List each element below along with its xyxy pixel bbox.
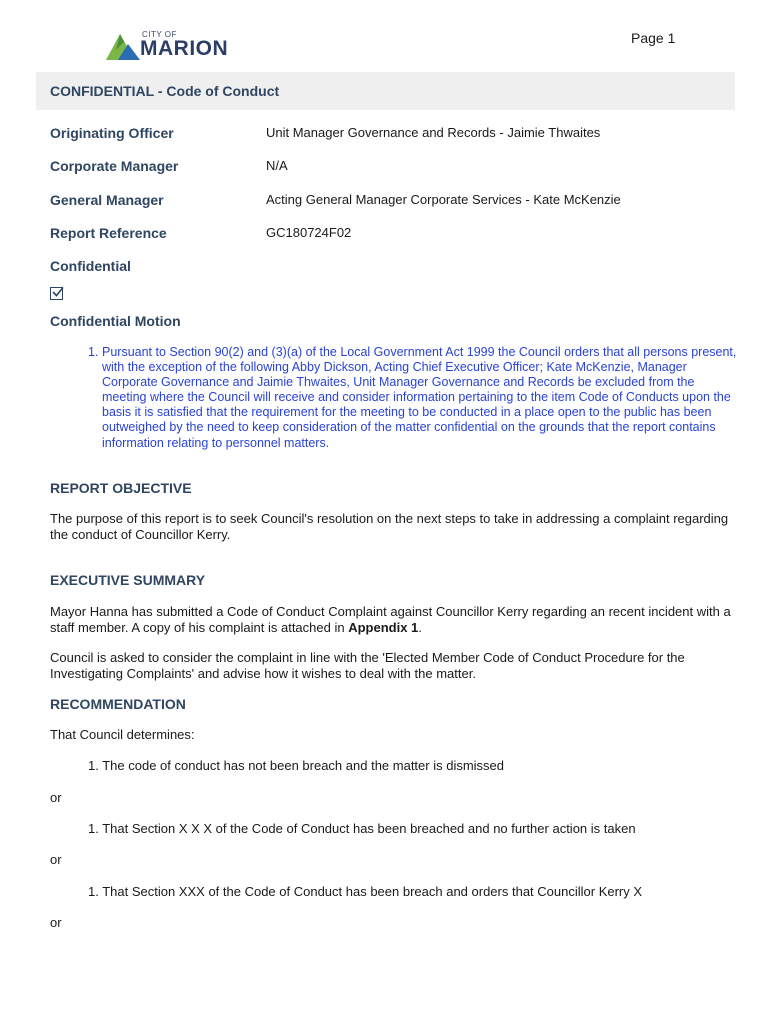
page-number: Page 1 (631, 30, 676, 46)
confidential-motion-heading: Confidential Motion (50, 313, 181, 329)
checkmark-icon (52, 286, 64, 298)
executive-summary-text-end: . (418, 619, 422, 635)
motion-number: 1. (88, 345, 99, 359)
general-manager-label: General Manager (50, 192, 164, 208)
recommendation-option-1: 1. The code of conduct has not been breach and the matter is dismissed (88, 758, 505, 773)
or-separator-3: or (50, 915, 62, 930)
logo-city-text: CITY OF (142, 30, 177, 39)
corporate-manager-label: Corporate Manager (50, 158, 179, 174)
confidential-checkbox[interactable] (50, 287, 63, 300)
report-objective-text: The purpose of this report is to seek Council's resolution on the next steps to take in addressing a complaint regarding the conduct of Councillor Kerry. (50, 511, 729, 542)
appendix-reference: Appendix 1 (348, 619, 419, 635)
confidential-motion-item (88, 345, 740, 451)
report-reference-value: GC180724F02 (266, 225, 352, 240)
recommendation-intro: That Council determines: (50, 727, 195, 742)
general-manager-value: Acting General Manager Corporate Services - Kate McKenzie (266, 192, 621, 207)
report-objective-heading: REPORT OBJECTIVE (50, 480, 192, 496)
originating-officer-value: Unit Manager Governance and Records - Jaimie Thwaites (266, 125, 601, 140)
executive-summary-paragraph-2: Council is asked to consider the complaint in line with the 'Elected Member Code of Conduct Procedure for the Investigating Complaints' and advise how it wishes to deal with the matter. (50, 650, 685, 681)
recommendation-option-3: 1. That Section XXX of the Code of Conduct has been breach and orders that Councillor Kerry X (88, 884, 643, 899)
document-title: CONFIDENTIAL - Code of Conduct (50, 83, 280, 99)
logo-name-text: MARION (140, 37, 229, 60)
confidential-label: Confidential (50, 258, 131, 274)
or-separator-2: or (50, 852, 62, 867)
corporate-manager-value: N/A (266, 158, 288, 173)
city-of-marion-logo (106, 28, 236, 62)
recommendation-heading: RECOMMENDATION (50, 696, 186, 712)
executive-summary-text-start: Mayor Hanna has submitted a Code of Conduct Complaint against Councillor Kerry regarding an recent incident with a staff member. A copy of his complaint is attached in (50, 604, 731, 635)
executive-summary-heading: EXECUTIVE SUMMARY (50, 572, 206, 588)
executive-summary-paragraph-1 (50, 604, 740, 635)
originating-officer-label: Originating Officer (50, 125, 174, 141)
report-reference-label: Report Reference (50, 225, 167, 241)
motion-text: Pursuant to Section 90(2) and (3)(a) of the Local Government Act 1999 the Council orders that all persons present, with the exception of the following Abby Dickson, Acting Chief Executive Officer; Kate McKenzie, Manager Corporate Governance and Jaimie Thwaites, Unit Manager Governance and Records be excluded from the meeting where the Council will receive and consider information pertaining to the item Code of Conducts upon the basis it is satisfied that the requirement for the meeting to be conducted in a place open to the public has been outweighed by the need to keep consideration of the matter confidential on the grounds that the report contains information relating to personnel matters. (102, 345, 737, 450)
logo-mountain-icon (106, 32, 140, 60)
title-banner (36, 72, 735, 110)
recommendation-option-2: 1. That Section X X X of the Code of Conduct has been breached and no further action is taken (88, 821, 636, 836)
or-separator-1: or (50, 790, 62, 805)
